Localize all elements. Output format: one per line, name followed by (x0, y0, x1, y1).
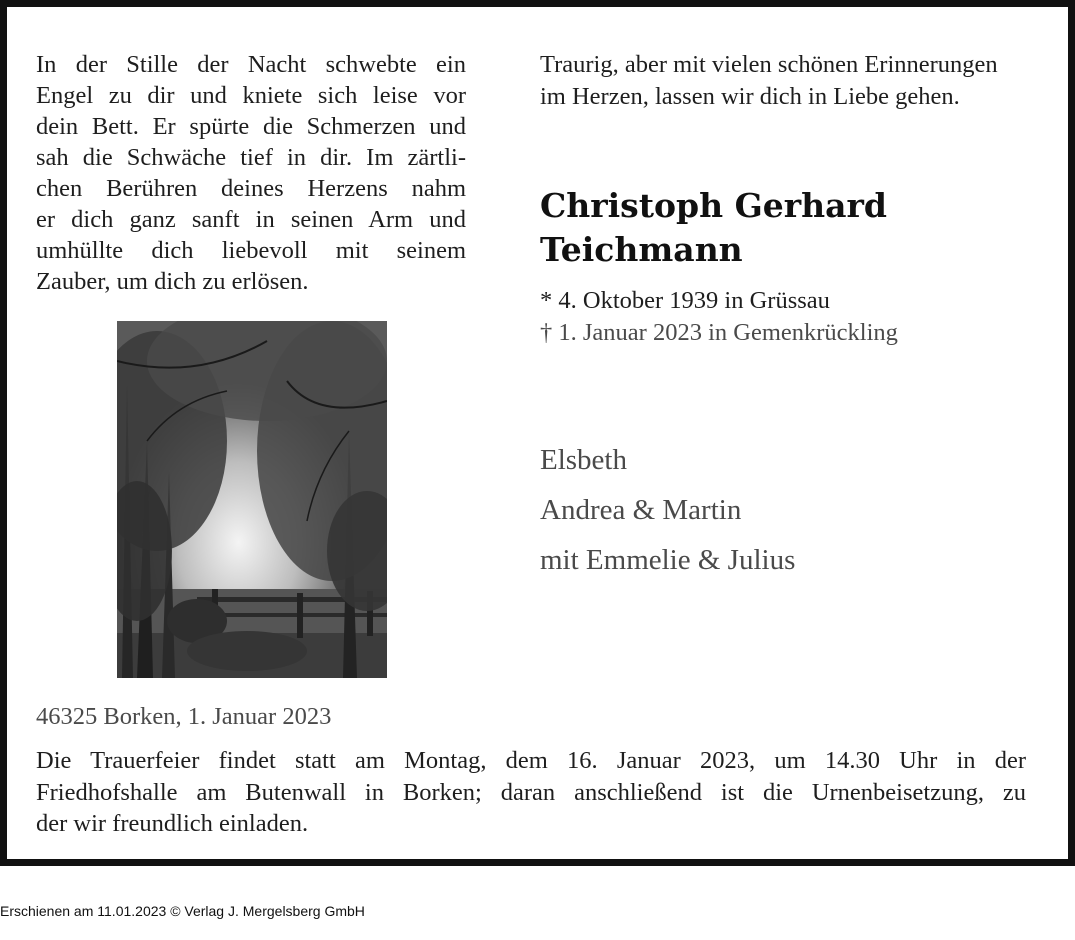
poem-line: dein Bett. Er spürte die Schmerzen und (36, 113, 466, 140)
poem-line: Zauber, um dich zu erlösen. (36, 268, 309, 295)
ceremony-line: der wir freundlich einladen. (36, 810, 309, 837)
deceased-name (540, 184, 1060, 272)
poem-line: er dich ganz sanft in seinen Arm und (36, 206, 466, 233)
family-signatures (540, 435, 1060, 585)
family-member: mit Emmelie & Julius (540, 544, 796, 576)
ceremony-line: Die Trauerfeier findet statt am Montag, dem 16. Januar 2023, um 14.30 Uhr in der (36, 747, 1026, 774)
poem-line: sah die Schwäche tief in dir. Im zärtli- (36, 144, 466, 171)
family-member: Andrea & Martin (540, 494, 742, 526)
place-and-date: 46325 Borken, 1. Januar 2023 (36, 703, 332, 730)
intro-line: im Herzen, lassen wir dich in Liebe gehen. (540, 83, 960, 110)
poem-text (36, 49, 466, 297)
death-date: † 1. Januar 2023 in Gemenkrückling (540, 319, 898, 346)
poem-line: chen Berühren deines Herzens nahm (36, 175, 466, 202)
memorial-photo (117, 321, 387, 678)
deceased-surname: Teichmann (540, 230, 743, 269)
poem-line: Engel zu dir und kniete sich leise vor (36, 82, 466, 109)
tree-landscape-image (117, 321, 387, 678)
publication-footer: Erschienen am 11.01.2023 © Verlag J. Mergelsberg GmbH (0, 903, 365, 919)
poem-line: In der Stille der Nacht schwebte ein (36, 51, 466, 78)
ceremony-info (36, 745, 1026, 840)
poem-line: umhüllte dich liebevoll mit seinem (36, 237, 466, 264)
birth-date: * 4. Oktober 1939 in Grüssau (540, 287, 830, 314)
intro-text (540, 49, 1060, 113)
ceremony-line: Friedhofshalle am Butenwall in Borken; daran anschließend ist die Urnenbeisetzung, zu (36, 778, 1026, 806)
life-dates (540, 285, 1060, 349)
family-member: Elsbeth (540, 444, 627, 476)
intro-line: Traurig, aber mit vielen schönen Erinnerungen (540, 51, 998, 78)
deceased-name-line: Christoph Gerhard (540, 186, 887, 225)
